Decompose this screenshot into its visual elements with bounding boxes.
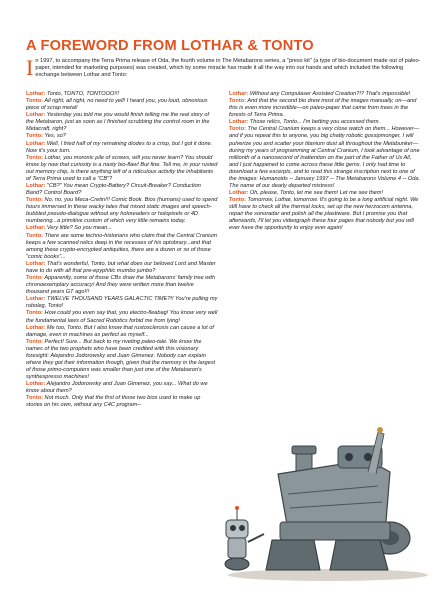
speaker-label: Tonto: (26, 275, 43, 282)
speaker-label: Lothar: (26, 140, 46, 147)
dialogue-line (26, 339, 218, 381)
dialogue-line (229, 91, 421, 98)
speaker-label: Tonto: (229, 197, 246, 204)
dialogue-text: There are some techno-historians who claim that the Central Cranium keeps a few scanned relics deep in the recesses of his optobrary...and that among these crypto-encrypted antiquities, there are a dozen or so of those "comic books"... (26, 232, 218, 260)
dialogue-line (229, 197, 421, 232)
dialogue-line (26, 296, 218, 310)
speaker-label: Lothar: (26, 225, 46, 232)
speaker-label: Lothar: (229, 119, 249, 126)
dialogue-column-right (229, 91, 421, 233)
dialogue-text: All right, all right, no need to yell! I heard you, you loud, obnoxious piece of scrap metal! (26, 98, 208, 112)
dialogue-text: Yesterday you told me you would finish telling me the real story of the Metabaron, just as soon as I finished scrubbing the control room in the Metacraft, right? (26, 112, 210, 133)
dialogue-line (26, 183, 218, 197)
dialogue-text: Very little? So you mean... (46, 225, 112, 232)
speaker-label: Tonto: (26, 197, 43, 204)
dialogue-text: Tonto, TONTO, TONTOOO!!! (46, 91, 119, 97)
speaker-label: Lothar: (229, 91, 249, 97)
dialogue-text: Lothar, you moronic pile of screws, will you never learn? You should know by now that curiosity is a nasty bio-flaw! But fine. Tell me, in your rusted out memory chip, is there anything left of a ridiculous activity the inhabitants of Terra Prima used to call a "CB"? (26, 154, 218, 182)
speaker-label: Lothar: (26, 296, 46, 303)
dialogue-line (229, 98, 421, 119)
speaker-label: Tonto: (26, 232, 43, 239)
speaker-label: Lothar: (26, 381, 46, 388)
dialogue-line (26, 325, 218, 339)
dialogue-line (26, 91, 218, 98)
large-robot-lothar (266, 427, 410, 570)
speaker-label: Lothar: (26, 183, 46, 190)
dialogue-text: Alejandro Jodorowsky and Juan Gimenez, you say... What do we know about them? (26, 381, 208, 395)
speaker-label: Tonto: (26, 98, 43, 105)
speaker-label: Lothar: (26, 260, 46, 267)
speaker-label: Tonto: (229, 98, 246, 105)
dialogue-line (26, 310, 218, 324)
intro-text: n 1997, to accompany the Terra Prima release of Oda, the fourth volume in The Metabarons series, a "press kit" (a type of bio-document made out of paleo-paper, intended for marketing purposes) was created, which by some miracle has made it all the way into our hands and which included the following exchange between Lothar and Tonto: (35, 58, 421, 79)
speaker-label: Tonto: (26, 154, 43, 161)
dialogue-text: Apparently, some of those CBs draw the Metabarons' family tree with chronoexemplary accuracy! And they were written more than twelve thousand years GT ago!!! (26, 275, 216, 296)
dialogue-text: TWELVE THOUSAND YEARS GALACTIC TIME?!! You're pulling my roboleg, Tonto! (26, 296, 218, 310)
dialogue-line (229, 126, 421, 190)
dialogue-text: Not much. Only that the first of those two bios used to make up stories on his own, without any C4C program-- (26, 395, 201, 409)
dialogue-text: Tomorrow, Lothar, tomorrow. It's going to be a long artificial night. We still have to check all the thermal locks, set up the new herzocom antenna, repair the sonoradar and polish all the plastiware. But I promise you that afterwards, I'll let you videograph these four pages that nobody but you will ever have the opportunity to enjoy ever again! (229, 197, 419, 232)
speaker-label: Lothar: (26, 112, 46, 119)
dialogue-line (26, 112, 218, 133)
dialogue-line (26, 155, 218, 183)
dialogue-text: No, no, you Meca-Cretin!!! Comic Book. Bios (humans) used to spend hours immersed in these wacky tales that mixed static images and speech-bubbled pseudo-dialogue without any holoreaders or holopixels or 4D numbering...a primitive custom of which very little remains today. (26, 197, 218, 225)
dialogue-text: Perfect! Sure... But back to my riveting paleo-tale. We know the names of the two prophets who have been credited with this visionary foresight: Alejandro Jodorowsky and Juan Gimenez. Nobody can explain where they got their information though, given that the memory in the largest of those primo-computers was smaller than just one of the Metabaron's synthespresso machines! (26, 338, 216, 381)
dialogue-column-left (26, 91, 218, 410)
dialogue-text: How could you even say that, you electro-fleabag! You know very well the fundamental laws of Sacred Robotics forbid me from lying! (26, 310, 218, 324)
dialogue-line (229, 190, 421, 197)
dialogue-line (26, 225, 218, 232)
dialogue-line (26, 133, 218, 140)
dialogue-text: "CB?" You mean Crypto-Battery? Circuit-Breaker? Conduction Band? Control Board? (26, 183, 201, 197)
dialogue-text: And that the second bio drew most of the images manually, on—and this is even more incredible—on paleo-paper that came from trees in the forests of Terra Prima. (229, 98, 417, 119)
robots-illustration (218, 412, 428, 582)
dialogue-text: Well, I fried half of my remaining diodes to a crisp, but I got it done. Now it's your turn. (26, 140, 213, 154)
dialogue-text: The Central Cranium keeps a very close watch on them... However—and if you repeat this to anyone, you big chatty robotic gossipmonger, I will pulverize you and scatter your titanium dust all throughout the Metabunker—during my years of programming at Central Cranium, I took advantage of one millionth of a nanosecond of inattention on the part of the Father of Us All, and I just happened to come across these little gems. I only had time to download a few excerpts, and to read this strange inscription next to one of the images: Humanoids -- January 1997 -- The Metabarons Volume 4 -- Oda. The name of our dearly departed mistress! (229, 126, 421, 190)
speaker-label: Tonto: (26, 310, 43, 317)
dialogue-line (229, 119, 421, 126)
speaker-label: Tonto: (229, 126, 246, 133)
dialogue-line (26, 395, 218, 409)
dialogue-text: That's wonderful, Tonto, but what does our beloved Lord and Master have to do with all that pre-epyphitic mumbo jumbo? (26, 260, 216, 274)
dialogue-line (26, 381, 218, 395)
speaker-label: Tonto: (26, 338, 43, 345)
speaker-label: Lothar: (26, 91, 46, 97)
dialogue-line (26, 141, 218, 155)
dialogue-line (26, 98, 218, 112)
intro-paragraph (26, 55, 421, 80)
dialogue-line (26, 233, 218, 261)
speaker-label: Lothar: (229, 190, 249, 197)
dialogue-text: Those relics, Tonto... I'm betting you accessed them. (249, 119, 381, 126)
drop-cap: I (26, 55, 34, 80)
speaker-label: Tonto: (26, 133, 43, 140)
dialogue-text: Without any Compulaser Assisted Creation?!? That's impossible! (249, 91, 411, 97)
small-robot-tonto (225, 506, 264, 570)
dialogue-line (26, 261, 218, 275)
dialogue-line (26, 197, 218, 225)
dialogue-text: Oh, please, Tonto, let me see them! Let me see them! (249, 190, 384, 197)
dialogue-line (26, 275, 218, 296)
page-title: A FOREWORD FROM LOTHAR & TONTO (26, 38, 314, 54)
speaker-label: Tonto: (26, 395, 43, 402)
speaker-label: Lothar: (26, 324, 46, 331)
shadow (228, 569, 428, 581)
dialogue-text: Yes, so? (44, 133, 66, 140)
dialogue-text: Me too, Tonto. But I also know that rustosclerosis can cause a lot of damage, even in machines as perfect as myself... (26, 324, 214, 338)
